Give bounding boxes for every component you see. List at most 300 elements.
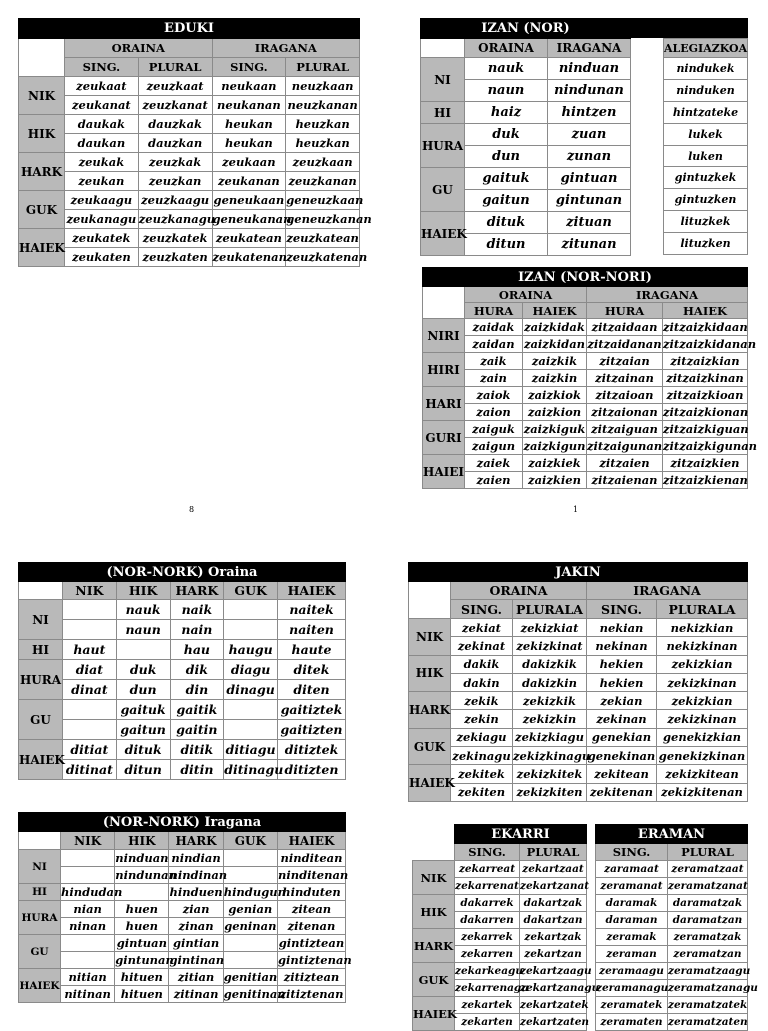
row-header: HURA bbox=[19, 901, 61, 935]
table-cell: naiten bbox=[278, 620, 346, 640]
table-cell: zekin bbox=[451, 710, 513, 728]
eduki-table bbox=[18, 18, 372, 267]
row-header: NIK bbox=[19, 77, 65, 115]
table-cell: zaizkiguk bbox=[523, 422, 586, 436]
table-row bbox=[19, 248, 360, 267]
table-cell: zain bbox=[465, 370, 523, 387]
row-header: HAIEK bbox=[19, 969, 61, 1003]
table-cell: genitian bbox=[223, 970, 278, 984]
table-cell bbox=[224, 720, 278, 740]
table-cell: zeramatzaat bbox=[668, 861, 748, 878]
table-cell: hinduten bbox=[277, 884, 345, 901]
table-cell bbox=[61, 952, 115, 969]
row-header: HAIEK bbox=[19, 229, 65, 267]
table-cell: genitinan bbox=[223, 987, 286, 1001]
table-cell: zeukatean bbox=[212, 229, 286, 248]
table-cell: haute bbox=[278, 640, 346, 660]
table-cell: zeramatzaten bbox=[668, 1014, 748, 1031]
table-row bbox=[423, 455, 748, 472]
table-row bbox=[19, 134, 360, 153]
table-cell: ditin bbox=[170, 760, 224, 780]
column-header: HARK bbox=[170, 582, 224, 600]
table-cell: zekartzaten bbox=[520, 1014, 587, 1031]
table-cell: zitzaionan bbox=[587, 404, 663, 421]
table-cell: zekizkitek bbox=[513, 765, 587, 783]
table-row bbox=[19, 153, 360, 172]
table-cell bbox=[223, 850, 277, 867]
ekarri-title: EKARRI bbox=[455, 825, 587, 844]
group-header: ORAINA bbox=[465, 287, 587, 303]
table-row bbox=[423, 319, 748, 336]
table-cell: zeukatenan bbox=[212, 248, 286, 267]
column-header: SING. bbox=[455, 844, 520, 861]
table-row bbox=[409, 655, 748, 673]
table-cell: geneukaan bbox=[212, 191, 286, 210]
corner-cell bbox=[19, 582, 63, 600]
table-row bbox=[19, 720, 346, 740]
table-cell: dakizkik bbox=[513, 655, 587, 673]
page-number-right: 1 bbox=[573, 505, 579, 514]
sub-header: SING. bbox=[65, 58, 139, 77]
table-cell: gaitun bbox=[116, 720, 170, 740]
blank-corner bbox=[413, 844, 455, 861]
table-row bbox=[423, 370, 748, 387]
alegiazkoa-table bbox=[663, 38, 748, 255]
table-cell: gintuzkek bbox=[664, 167, 748, 189]
column-header: GUK bbox=[224, 582, 278, 600]
table-cell: zituan bbox=[548, 212, 631, 234]
row-header: HIK bbox=[413, 895, 455, 929]
table-row bbox=[19, 986, 346, 1003]
table-row bbox=[19, 620, 346, 640]
table-cell: zaien bbox=[465, 472, 523, 489]
row-header: HARK bbox=[19, 153, 65, 191]
table-cell: hau bbox=[170, 640, 224, 660]
table-cell: zitzaizkioan bbox=[663, 387, 748, 404]
table-cell: nekinan bbox=[587, 637, 657, 655]
table-cell: neukaan bbox=[212, 77, 286, 96]
table-row bbox=[421, 102, 631, 124]
table-cell: zitzaienan bbox=[587, 472, 663, 489]
table-cell: zeukaat bbox=[65, 77, 139, 96]
table-cell: zitzaizkian bbox=[663, 353, 748, 370]
table-cell: zitzaizkigunan bbox=[663, 439, 758, 453]
table-cell: zeraman bbox=[596, 946, 668, 963]
column-header: NIK bbox=[63, 582, 117, 600]
table-cell: zaizkidak bbox=[524, 320, 585, 334]
table-row bbox=[423, 472, 748, 489]
table-cell: hintzen bbox=[548, 102, 631, 124]
table-cell: zitzaizkidanan bbox=[663, 337, 757, 351]
row-header: HURA bbox=[421, 124, 465, 168]
row-header: HARK bbox=[413, 929, 455, 963]
table-row bbox=[664, 145, 748, 167]
table-cell: gintuan bbox=[548, 168, 631, 190]
table-row bbox=[413, 861, 587, 878]
table-cell: ditinagu bbox=[224, 760, 278, 780]
table-row bbox=[19, 884, 346, 901]
table-cell: nindinan bbox=[169, 868, 228, 882]
table-row bbox=[413, 895, 587, 912]
page-number-left: 8 bbox=[189, 505, 195, 514]
table-cell: gintunan bbox=[115, 953, 174, 967]
nor-nork-iragana-table bbox=[18, 812, 352, 1003]
table-cell: heuzkan bbox=[286, 134, 360, 153]
table-cell: zekarreat bbox=[455, 861, 520, 878]
table-cell: hekien bbox=[587, 673, 657, 691]
table-cell: lituzken bbox=[664, 233, 748, 255]
table-row bbox=[19, 640, 346, 660]
izan-nor-nori-title: IZAN (NOR-NORI) bbox=[423, 268, 748, 287]
table-row bbox=[19, 172, 360, 191]
table-cell: zeuzkaat bbox=[138, 77, 212, 96]
table-cell: nekian bbox=[587, 619, 657, 637]
table-cell: dun bbox=[116, 680, 170, 700]
table-cell bbox=[223, 867, 277, 884]
izan-nor-table bbox=[420, 18, 631, 256]
table-cell bbox=[224, 700, 278, 720]
table-cell: zeukanat bbox=[65, 96, 139, 115]
table-cell: zitzainan bbox=[587, 370, 663, 387]
table-cell: zekizkinagu bbox=[513, 747, 587, 765]
sub-header: SING. bbox=[212, 58, 286, 77]
table-row bbox=[19, 600, 346, 620]
table-row bbox=[664, 211, 748, 233]
table-cell: zaizkion bbox=[523, 404, 587, 421]
table-cell: dik bbox=[170, 660, 224, 680]
table-cell: zekitean bbox=[587, 765, 657, 783]
table-row bbox=[596, 997, 748, 1014]
table-row bbox=[409, 637, 748, 655]
ekarri-table bbox=[412, 824, 600, 1031]
table-cell: hintzateke bbox=[664, 101, 748, 123]
nor-nork-oraina-table bbox=[18, 562, 346, 780]
table-cell: zunan bbox=[548, 146, 631, 168]
table-cell: nauk bbox=[116, 600, 170, 620]
table-cell: ninditenan bbox=[277, 868, 349, 882]
table-row bbox=[423, 353, 748, 370]
table-cell: zekarrek bbox=[455, 929, 520, 946]
table-cell: nindukek bbox=[664, 58, 748, 80]
column-header: HARK bbox=[169, 832, 223, 850]
table-cell: zitzaian bbox=[587, 353, 663, 370]
table-cell: naun bbox=[465, 80, 548, 102]
table-cell: zeuzkatenan bbox=[286, 248, 360, 267]
table-row bbox=[664, 123, 748, 145]
sub-header: HURA bbox=[587, 303, 663, 319]
table-cell bbox=[115, 884, 169, 901]
table-row bbox=[413, 929, 587, 946]
table-cell: zekartzak bbox=[520, 929, 587, 946]
table-cell: neuzkaan bbox=[286, 77, 360, 96]
sub-header: PLURALA bbox=[513, 600, 587, 619]
row-header: HI bbox=[19, 640, 63, 660]
table-cell: zekartek bbox=[455, 997, 520, 1014]
table-cell bbox=[223, 952, 277, 969]
sub-header: SING. bbox=[587, 600, 657, 619]
row-header: GUK bbox=[413, 963, 455, 997]
table-cell: zekizkinan bbox=[657, 710, 748, 728]
table-cell: gaitiztek bbox=[278, 700, 346, 720]
table-cell: dauzkan bbox=[138, 134, 212, 153]
table-row bbox=[596, 1014, 748, 1031]
table-cell: zaik bbox=[465, 353, 523, 370]
table-cell: dakartzan bbox=[520, 912, 587, 929]
table-cell: ditiztek bbox=[278, 740, 346, 760]
table-row bbox=[596, 929, 748, 946]
table-cell: genian bbox=[223, 901, 277, 918]
sub-header: PLURAL bbox=[138, 58, 212, 77]
table-cell: zekitenan bbox=[587, 783, 657, 801]
table-cell: huen bbox=[115, 918, 169, 935]
column-header: IRAGANA bbox=[548, 39, 631, 58]
table-cell: zeuzkanat bbox=[138, 96, 212, 115]
table-row bbox=[423, 336, 748, 353]
table-cell: zian bbox=[169, 901, 223, 918]
table-cell: dakin bbox=[451, 673, 513, 691]
column-header: PLURAL bbox=[668, 844, 748, 861]
table-cell: dakizkin bbox=[513, 673, 587, 691]
table-cell: zekarkeagu bbox=[455, 963, 520, 980]
table-cell: zekizkiat bbox=[513, 619, 587, 637]
table-cell: ninduken bbox=[664, 79, 748, 101]
table-cell: dinat bbox=[63, 680, 117, 700]
table-cell bbox=[61, 850, 115, 867]
table-row bbox=[421, 168, 631, 190]
table-cell: heuzkan bbox=[286, 115, 360, 134]
table-cell: diagu bbox=[224, 660, 278, 680]
table-cell: zeramatzaagu bbox=[668, 963, 748, 980]
table-cell: hinduen bbox=[169, 885, 223, 899]
table-cell: duk bbox=[465, 124, 548, 146]
sub-header: PLURAL bbox=[286, 58, 360, 77]
table-cell: gaitin bbox=[170, 720, 224, 740]
table-cell: duk bbox=[116, 660, 170, 680]
table-cell: naun bbox=[116, 620, 170, 640]
table-cell: zitzaizkionan bbox=[663, 405, 749, 419]
table-cell: heukan bbox=[212, 134, 286, 153]
table-cell: zeukatek bbox=[65, 229, 139, 248]
table-cell: zekizkik bbox=[513, 692, 587, 710]
table-cell: zaizkidan bbox=[523, 337, 586, 351]
table-row bbox=[19, 918, 346, 935]
table-cell: zekinat bbox=[451, 637, 513, 655]
table-cell: zekiagu bbox=[451, 728, 513, 746]
table-cell: gintian bbox=[169, 935, 223, 952]
table-row bbox=[596, 980, 748, 997]
table-cell: gintiztean bbox=[278, 936, 345, 950]
table-cell: hekien bbox=[587, 655, 657, 673]
table-row bbox=[19, 77, 360, 96]
sub-header: HAIEK bbox=[523, 303, 587, 319]
corner-cell bbox=[421, 39, 465, 58]
table-cell: zekartzaagu bbox=[520, 963, 587, 980]
table-cell: zeukanan bbox=[212, 172, 286, 191]
table-row bbox=[19, 660, 346, 680]
table-cell bbox=[63, 600, 117, 620]
table-row bbox=[19, 115, 360, 134]
table-cell: zeramatzan bbox=[668, 946, 748, 963]
row-header: HAIEK bbox=[413, 997, 455, 1031]
table-cell: gaitizten bbox=[278, 720, 346, 740]
table-row bbox=[596, 912, 748, 929]
table-row bbox=[423, 387, 748, 404]
table-cell: gintinan bbox=[169, 953, 225, 967]
row-header: HARK bbox=[409, 692, 451, 729]
table-cell: gintiztenan bbox=[277, 953, 352, 967]
table-row bbox=[664, 79, 748, 101]
table-cell: nindunan bbox=[548, 80, 631, 102]
table-cell: zeuzkatean bbox=[286, 229, 360, 248]
table-row bbox=[421, 58, 631, 80]
table-cell: haugu bbox=[224, 640, 278, 660]
jakin-table bbox=[408, 562, 748, 802]
table-cell: hindudan bbox=[61, 885, 123, 899]
table-cell: daramatzan bbox=[668, 912, 748, 929]
table-cell: zekian bbox=[587, 692, 657, 710]
row-header: HAIEI bbox=[423, 455, 465, 489]
row-header: HAIEK bbox=[421, 212, 465, 256]
table-row bbox=[19, 210, 360, 229]
table-row bbox=[19, 952, 346, 969]
corner-cell bbox=[19, 39, 65, 77]
table-cell: zinan bbox=[169, 918, 223, 935]
corner-cell bbox=[423, 287, 465, 319]
table-row bbox=[19, 740, 346, 760]
table-row bbox=[596, 861, 748, 878]
izan-nor-title-extension bbox=[630, 18, 748, 38]
sub-header: HAIEK bbox=[663, 303, 748, 319]
row-header: HIK bbox=[19, 115, 65, 153]
table-row bbox=[409, 728, 748, 746]
table-cell: zitzaizkienan bbox=[663, 473, 748, 487]
column-header: ORAINA bbox=[465, 39, 548, 58]
table-cell: zekizkinat bbox=[513, 637, 587, 655]
table-cell: zeuzkanan bbox=[286, 172, 360, 191]
table-row bbox=[19, 850, 346, 867]
table-row bbox=[421, 124, 631, 146]
row-header: HAIEK bbox=[409, 765, 451, 802]
row-header: GU bbox=[19, 935, 61, 969]
table-cell: zeuzkaagu bbox=[138, 191, 212, 210]
table-cell: ditik bbox=[170, 740, 224, 760]
group-header: ORAINA bbox=[65, 39, 213, 58]
table-cell: zeuzkanagu bbox=[138, 210, 212, 229]
table-cell: zeuzkan bbox=[138, 172, 212, 191]
table-cell: zaizkin bbox=[523, 370, 587, 387]
table-row bbox=[19, 680, 346, 700]
table-cell: nian bbox=[61, 901, 115, 918]
table-cell: diat bbox=[63, 660, 117, 680]
row-header: GUK bbox=[409, 728, 451, 765]
table-cell: zitzaizkinan bbox=[663, 370, 748, 387]
table-cell: zekizkitean bbox=[657, 765, 748, 783]
table-row bbox=[19, 229, 360, 248]
table-cell: zitzaiguan bbox=[587, 421, 663, 438]
table-cell: genekian bbox=[587, 728, 657, 746]
table-cell: zitean bbox=[277, 901, 345, 918]
jakin-title: JAKIN bbox=[409, 563, 748, 582]
table-cell: zeramanagu bbox=[596, 980, 668, 997]
table-cell: zeukaan bbox=[212, 153, 286, 172]
table-cell: gintuzken bbox=[664, 189, 748, 211]
table-cell: daramatzak bbox=[668, 895, 748, 912]
table-cell: luken bbox=[664, 145, 748, 167]
table-cell: zekarten bbox=[455, 1014, 520, 1031]
table-cell: ditinat bbox=[63, 760, 117, 780]
group-header: IRAGANA bbox=[212, 39, 360, 58]
table-cell: zeukaten bbox=[65, 248, 139, 267]
table-cell: geneuzkaan bbox=[286, 191, 360, 210]
table-cell: ninduan bbox=[548, 58, 631, 80]
row-header: NI bbox=[19, 850, 61, 884]
table-cell: dakik bbox=[451, 655, 513, 673]
table-cell: zaion bbox=[465, 404, 523, 421]
table-row bbox=[409, 673, 748, 691]
table-cell: nitian bbox=[61, 969, 115, 986]
table-cell: zitinan bbox=[169, 986, 223, 1003]
group-header: IRAGANA bbox=[587, 582, 748, 600]
table-cell: dauzkak bbox=[138, 115, 212, 134]
table-cell: zitzaizkiguan bbox=[663, 422, 749, 436]
row-header: NIK bbox=[413, 861, 455, 895]
row-header: GU bbox=[19, 700, 63, 740]
table-row bbox=[409, 765, 748, 783]
row-header: GURI bbox=[423, 421, 465, 455]
table-cell: nekizkinan bbox=[657, 637, 748, 655]
column-header: HIK bbox=[115, 832, 169, 850]
table-cell: ditun bbox=[465, 234, 548, 256]
table-cell: nitinan bbox=[61, 986, 115, 1003]
table-cell: zaidan bbox=[465, 336, 523, 353]
table-cell: zekarren bbox=[455, 946, 520, 963]
table-row bbox=[423, 404, 748, 421]
column-header: NIK bbox=[61, 832, 115, 850]
row-header: GUK bbox=[19, 191, 65, 229]
table-cell: zitenan bbox=[277, 918, 345, 935]
row-header: HI bbox=[421, 102, 465, 124]
row-header: HARI bbox=[423, 387, 465, 421]
table-cell: zekiten bbox=[451, 783, 513, 801]
table-cell: zaizkiek bbox=[523, 455, 587, 472]
table-cell: dakarrek bbox=[455, 895, 520, 912]
table-cell: zitzaidanan bbox=[587, 337, 662, 351]
table-cell: lituzkek bbox=[664, 211, 748, 233]
table-cell: zitzaizkidaan bbox=[663, 320, 748, 334]
table-row bbox=[19, 700, 346, 720]
table-cell: zitiztean bbox=[277, 969, 345, 986]
table-cell bbox=[116, 640, 170, 660]
table-cell: dakarren bbox=[455, 912, 520, 929]
row-header: HURA bbox=[19, 660, 63, 700]
table-cell: ditizten bbox=[278, 760, 346, 780]
table-cell: nekizkian bbox=[657, 619, 748, 637]
table-cell: neuzkanan bbox=[286, 96, 360, 115]
table-cell: neukanan bbox=[212, 96, 286, 115]
table-cell: zitzaigunan bbox=[587, 439, 663, 453]
table-cell: din bbox=[170, 680, 224, 700]
table-cell: nauk bbox=[465, 58, 548, 80]
table-cell: zaiok bbox=[465, 387, 523, 404]
table-cell: zekizkinan bbox=[657, 673, 748, 691]
table-cell: zekizkin bbox=[513, 710, 587, 728]
table-cell: zeuzkak bbox=[138, 153, 212, 172]
table-cell: zitunan bbox=[548, 234, 631, 256]
table-cell: naitek bbox=[278, 600, 346, 620]
table-cell: zeramatzanagu bbox=[668, 980, 748, 997]
nor-nork-iragana-title: (NOR-NORK) Iragana bbox=[19, 813, 346, 832]
table-cell: zekartzatek bbox=[520, 997, 587, 1014]
